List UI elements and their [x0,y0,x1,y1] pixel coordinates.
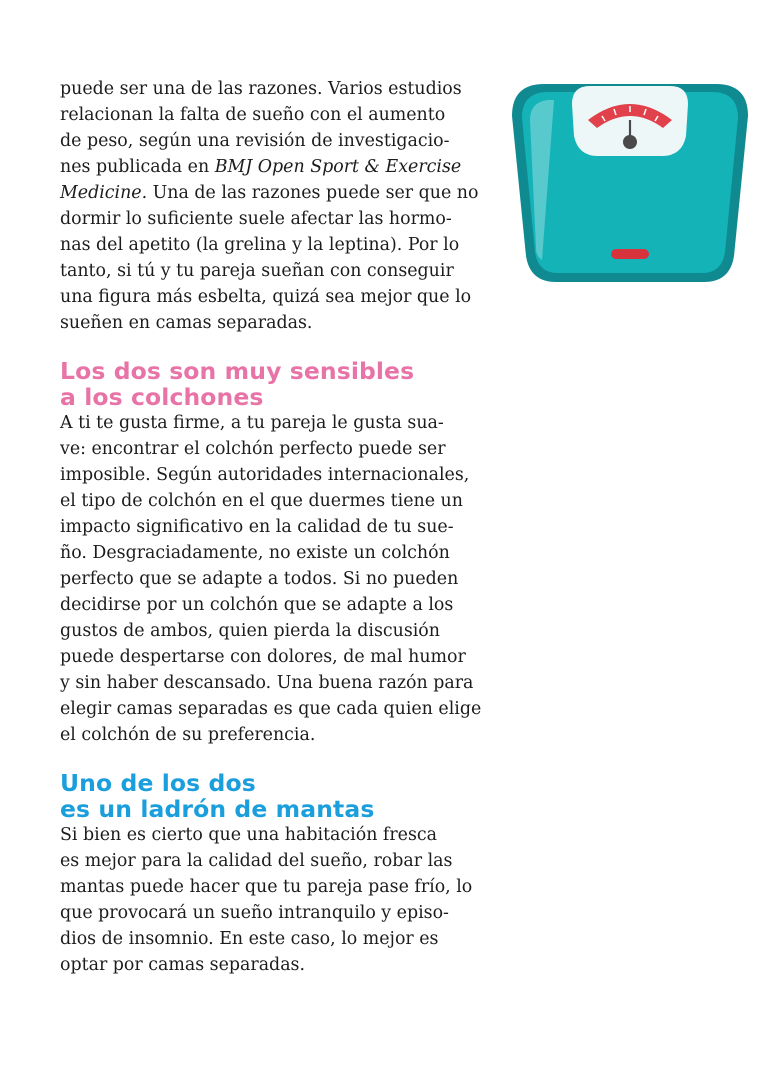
text-line: de peso, según una revisión de investigacio- [60,131,450,151]
text-fragment: Una de las razones puede ser que no [147,183,479,203]
text-line: y sin haber descansado. Una buena razón para [60,673,474,693]
heading-line: Uno de los dos [60,769,256,797]
section-heading-mattress [60,358,505,410]
text-line: dormir lo suficiente suele afectar las hormo- [60,209,452,229]
text-line: Si bien es cierto que una habitación fresca [60,825,437,845]
text-line: puede despertarse con dolores, de mal humor [60,647,466,667]
section-body-mattress [60,410,505,748]
text-line: ve: encontrar el colchón perfecto puede ser [60,439,446,459]
text-line: el colchón de su preferencia. [60,725,316,745]
section-heading-blankets [60,770,505,822]
journal-name-part: BMJ Open Sport & Exercise [214,157,462,177]
section-body-blankets [60,822,505,978]
text-fragment: nes publicada en [60,157,215,177]
text-line: ño. Desgraciadamente, no existe un colchón [60,543,450,563]
text-line: optar por camas separadas. [60,955,306,975]
text-line: impacto significativo en la calidad de tu sue- [60,517,454,537]
text-line: decidirse por un colchón que se adapte a los [60,595,454,615]
text-line: sueñen en camas separadas. [60,313,313,333]
text-line [60,180,505,206]
scale-needle-pivot [623,135,637,149]
text-line: que provocará un sueño intranquilo y episo- [60,903,449,923]
text-line: relacionan la falta de sueño con el aumento [60,105,446,125]
text-line: dios de insomnio. En este caso, lo mejor es [60,929,439,949]
text-line [60,154,505,180]
text-line: perfecto que se adapte a todos. Si no pueden [60,569,459,589]
text-line: elegir camas separadas es que cada quien elige [60,699,482,719]
article-column [60,76,505,978]
bathroom-scale-illustration [510,70,750,285]
heading-line: es un ladrón de mantas [60,795,375,823]
text-line: es mejor para la calidad del sueño, robar las [60,851,453,871]
heading-line: Los dos son muy sensibles [60,357,415,385]
text-line: A ti te gusta firme, a tu pareja le gusta sua- [60,413,444,433]
bathroom-scale-icon [510,70,750,285]
text-line: una figura más esbelta, quizá sea mejor que lo [60,287,472,307]
text-line: nas del apetito (la grelina y la leptina). Por lo [60,235,460,255]
journal-name-part: Medicine. [60,183,148,203]
text-line: mantas puede hacer que tu pareja pase frío, lo [60,877,473,897]
heading-line: a los colchones [60,383,264,411]
text-line: gustos de ambos, quien pierda la discusión [60,621,440,641]
text-line: imposible. Según autoridades internacionales, [60,465,470,485]
text-line: el tipo de colchón en el que duermes tiene un [60,491,463,511]
scale-button [611,249,649,259]
intro-paragraph [60,76,505,336]
text-line: tanto, si tú y tu pareja sueñan con conseguir [60,261,454,281]
text-line: puede ser una de las razones. Varios estudios [60,79,462,99]
